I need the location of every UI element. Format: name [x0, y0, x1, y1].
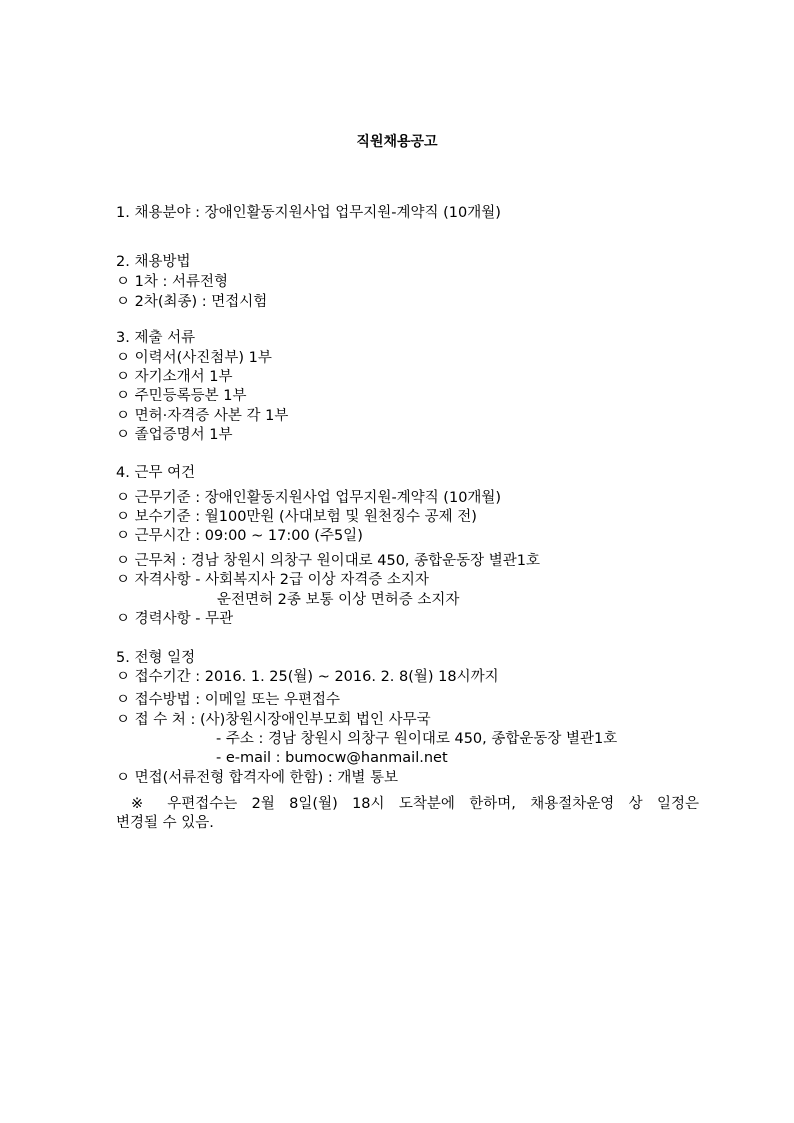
list-item: ㅇ 2차(최종) : 면접시험: [116, 294, 268, 310]
list-item: ㅇ 자기소개서 1부: [116, 369, 233, 385]
list-item: ㅇ 근무처 : 경남 창원시 의창구 원이대로 450, 종합운동장 별관1호: [116, 553, 541, 569]
list-item: ㅇ 근무시간 : 09:00 ~ 17:00 (주5일): [116, 528, 363, 544]
list-item: ㅇ 접수방법 : 이메일 또는 우편접수: [116, 692, 341, 708]
notice-line-2: 변경될 수 있음.: [116, 815, 214, 831]
list-item: ㅇ 자격사항 - 사회복지사 2급 이상 자격증 소지자: [116, 572, 429, 588]
list-item: ㅇ 1차 : 서류전형: [116, 274, 228, 290]
list-item: ㅇ 경력사항 - 무관: [116, 611, 234, 627]
section-1-heading: 1. 채용분야 : 장애인활동지원사업 업무지원-계약직 (10개월): [116, 205, 501, 221]
section-5-heading: 5. 전형 일정: [116, 650, 196, 666]
list-item: ㅇ 면허·자격증 사본 각 1부: [116, 408, 289, 424]
list-item: ㅇ 주민등록등본 1부: [116, 388, 247, 404]
list-item: ㅇ 졸업증명서 1부: [116, 427, 233, 443]
notice-line-1: ※ 우편접수는 2월 8일(월) 18시 도착분에 한하며, 채용절차운영 상 일정은: [131, 796, 699, 812]
list-item-continuation: 운전면허 2종 보통 이상 면허증 소지자: [217, 592, 460, 608]
section-3-heading: 3. 제출 서류: [116, 330, 196, 346]
list-item: ㅇ 근무기준 : 장애인활동지원사업 업무지원-계약직 (10개월): [116, 490, 502, 506]
list-item-continuation: - e-mail : bumocw@hanmail.net: [216, 750, 448, 766]
list-item: ㅇ 면접(서류전형 합격자에 한함) : 개별 통보: [116, 770, 398, 786]
list-item: ㅇ 보수기준 : 월100만원 (사대보험 및 원천징수 공제 전): [116, 509, 477, 525]
section-4-heading: 4. 근무 여건: [116, 465, 196, 481]
list-item-continuation: - 주소 : 경남 창원시 의창구 원이대로 450, 종합운동장 별관1호: [216, 731, 618, 747]
page-title: 직원채용공고: [356, 134, 438, 150]
section-2-heading: 2. 채용방법: [116, 254, 191, 270]
list-item: ㅇ 접수기간 : 2016. 1. 25(월) ~ 2016. 2. 8(월) 18시까지: [116, 669, 499, 685]
list-item: ㅇ 이력서(사진첨부) 1부: [116, 350, 272, 366]
list-item: ㅇ 접 수 처 : (사)창원시장애인부모회 법인 사무국: [116, 712, 431, 728]
